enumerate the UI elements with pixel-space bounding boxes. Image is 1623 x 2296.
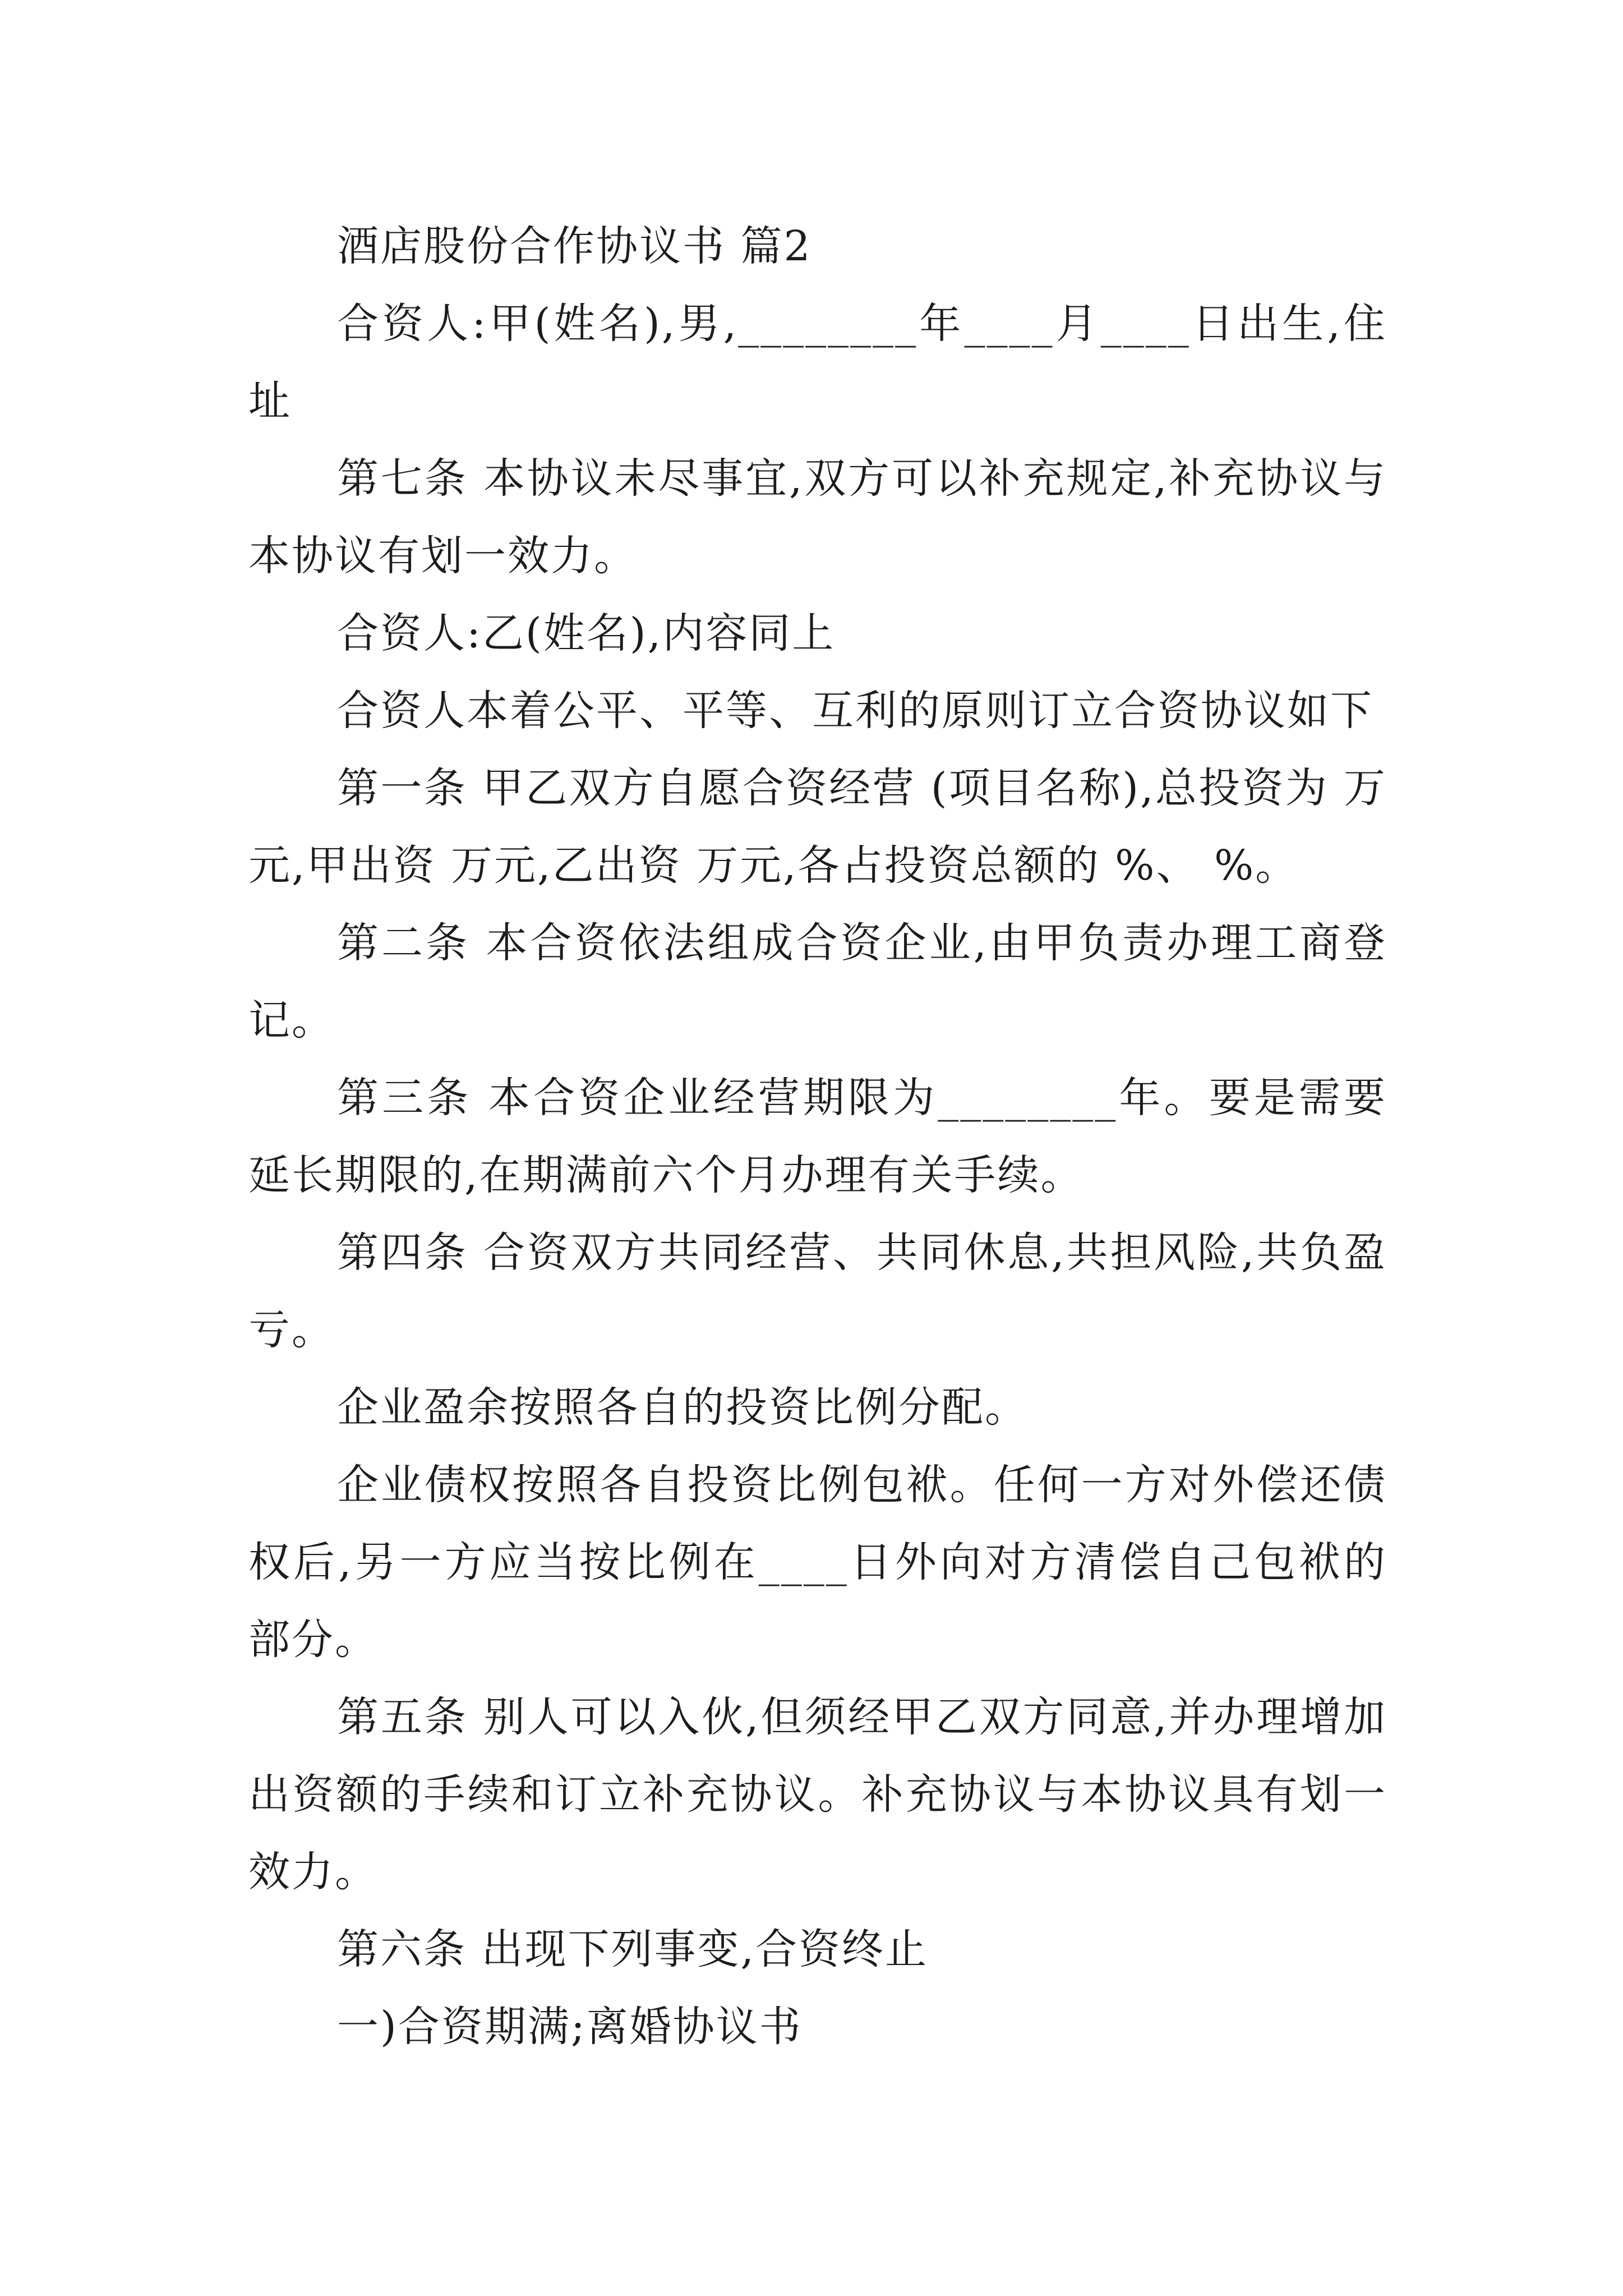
paragraph-article-5: 第五条 别人可以入伙,但须经甲乙双方同意,并办理增加出资额的手续和订立补充协议。补充协议与本协议具有划一效力。 xyxy=(248,1693,1387,1896)
paragraph-partner-a: 合资人:甲(姓名),男,________年____月____日出生,住址 xyxy=(248,300,1387,425)
paragraph-partner-b: 合资人:乙(姓名),内容同上 xyxy=(337,609,836,657)
paragraph-article-7: 第七条 本协议未尽事宜,双方可以补充规定,补充协议与本协议有划一效力。 xyxy=(248,454,1387,580)
paragraph-debt-liability: 企业债权按照各自投资比例包袱。任何一方对外偿还债权后,另一方应当按比例在____日外向对方清偿自己包袱的部分。 xyxy=(248,1461,1387,1664)
paragraph-profit-distribution: 企业盈余按照各自的投资比例分配。 xyxy=(337,1383,1028,1432)
paragraph-article-2: 第二条 本合资依法组成合资企业,由甲负责办理工商登记。 xyxy=(248,919,1387,1045)
paragraph-article-6: 第六条 出现下列事变,合资终止 xyxy=(337,1925,929,1973)
paragraph-preamble: 合资人本着公平、平等、互利的原则订立合资协议如下 xyxy=(337,687,1373,735)
paragraph-article-1: 第一条 甲乙双方自愿合资经营 (项目名称),总投资为 万元,甲出资 万元,乙出资 万元,各占投资总额的 %、 %。 xyxy=(248,764,1387,890)
paragraph-termination-item-1: 一)合资期满;离婚协议书 xyxy=(337,2003,803,2051)
paragraph-article-4: 第四条 合资双方共同经营、共同休息,共担风险,共负盈亏。 xyxy=(248,1228,1387,1354)
document-title: 酒店股份合作协议书 篇2 xyxy=(337,222,812,270)
document-body xyxy=(248,208,1387,2065)
paragraph-article-3: 第三条 本合资企业经营期限为________年。要是需要延长期限的,在期满前六个月办理有关手续。 xyxy=(248,1074,1387,1199)
